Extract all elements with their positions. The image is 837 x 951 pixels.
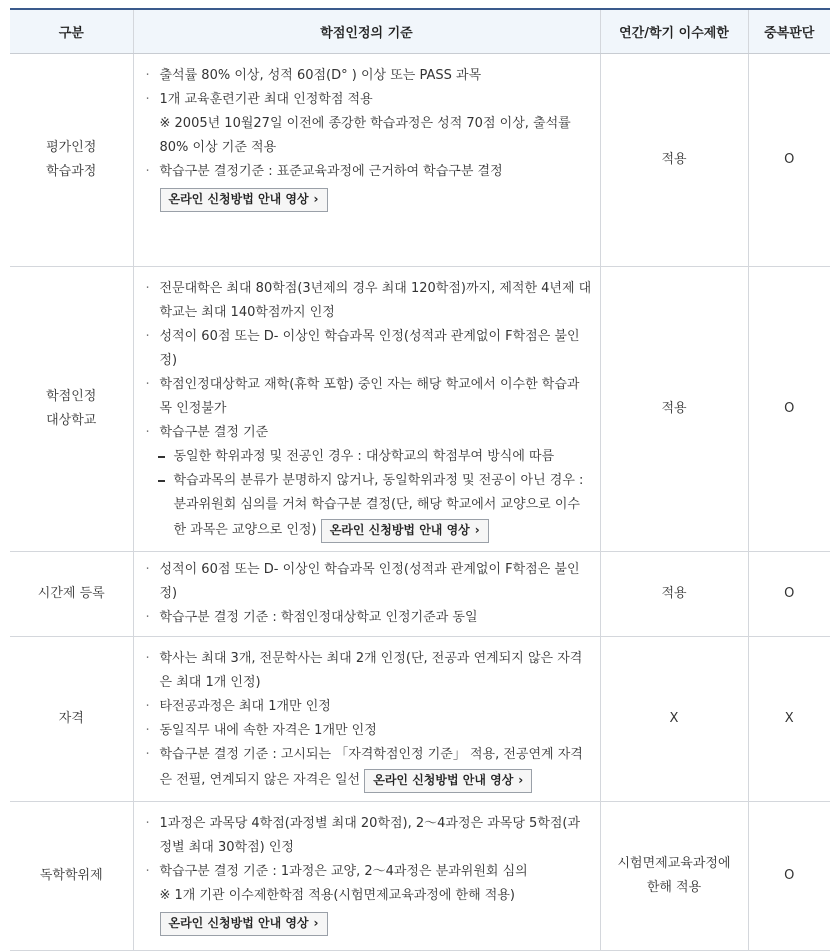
category-cell <box>10 637 133 802</box>
chevron-right-icon: › <box>313 916 319 930</box>
annual-limit-line: 한해 적용 <box>646 880 702 895</box>
bullet-icon: · <box>145 425 150 440</box>
bullet-icon: · <box>145 562 150 577</box>
table-row <box>10 54 830 267</box>
online-guide-video-button[interactable]: 온라인 신청방법 안내 영상 › <box>160 188 328 212</box>
dash-icon <box>158 480 165 482</box>
criteria-item: · 학습구분 결정 기준 : 1과정은 교양, 2～4과정은 분과위원회 심의 <box>144 860 592 884</box>
annual-limit-cell: 적용 <box>600 552 748 637</box>
annual-limit-cell <box>600 802 748 951</box>
table-row <box>10 637 830 802</box>
category-cell <box>10 802 133 951</box>
criteria-item: · 학습구분 결정 기준 <box>144 421 592 445</box>
criteria-item: · 출석률 80% 이상, 성적 60점(D° ) 이상 또는 PASS 과목 <box>144 64 592 88</box>
bullet-icon: · <box>145 92 150 107</box>
online-guide-video-button[interactable]: 온라인 신청방법 안내 영상 › <box>160 912 328 936</box>
table-row <box>10 552 830 637</box>
category-label-line: 평가인정 <box>46 140 97 155</box>
bullet-icon: · <box>145 747 150 762</box>
criteria-cell <box>133 552 600 637</box>
duplicate-check-cell: O <box>748 267 830 552</box>
bullet-icon: · <box>145 723 150 738</box>
criteria-note: ※ 1개 기관 이수제한학점 적용(시험면제교육과정에 한해 적용) <box>159 888 515 903</box>
annual-limit-line: 시험면제교육과정에 <box>617 856 731 871</box>
criteria-item: · 타전공과정은 최대 1개만 인정 <box>144 695 592 719</box>
criteria-cell <box>133 802 600 951</box>
annual-limit-cell: 적용 <box>600 54 748 267</box>
category-cell <box>10 552 133 637</box>
category-label-line: 학습과정 <box>46 164 97 179</box>
duplicate-check-cell: X <box>748 637 830 802</box>
category-label-line: 대상학교 <box>46 413 97 428</box>
category-label-line: 시간제 등록 <box>37 586 105 601</box>
header-duplicate-check: 중복판단 <box>748 9 830 54</box>
bullet-icon: · <box>145 699 150 714</box>
category-cell <box>10 267 133 552</box>
chevron-right-icon: › <box>474 523 480 537</box>
criteria-item: · 1개 교육훈련기관 최대 인정학점 적용 <box>144 88 592 112</box>
criteria-item: · 학사는 최대 3개, 전문학사는 최대 2개 인정(단, 전공과 연계되지 않은 자격은 최대 1개 인정) <box>144 647 592 695</box>
criteria-cell <box>133 267 600 552</box>
criteria-item: · 동일직무 내에 속한 자격은 1개만 인정 <box>144 719 592 743</box>
criteria-item: · 1과정은 과목당 4학점(과정별 최대 20학점), 2～4과정은 과목당 5학점(과정별 최대 30학점) 인정 <box>144 812 592 860</box>
bullet-icon: · <box>145 281 150 296</box>
criteria-subitem: 동일한 학위과정 및 전공인 경우 : 대상학교의 학점부여 방식에 따름 <box>144 445 592 469</box>
annual-limit-cell: X <box>600 637 748 802</box>
bullet-icon: · <box>145 164 150 179</box>
header-category: 구분 <box>10 9 133 54</box>
criteria-item: · 학습구분 결정기준 : 표준교육과정에 근거하여 학습구분 결정 <box>144 160 592 184</box>
criteria-item: · 학점인정대상학교 재학(휴학 포함) 중인 자는 해당 학교에서 이수한 학습과목 인정불가 <box>144 373 592 421</box>
criteria-item: · 학습구분 결정 기준 : 고시되는 「자격학점인정 기준」 적용, 전공연계 자격은 전필, 연계되지 않은 자격은 일선 온라인 신청방법 안내 영상 › <box>144 743 592 793</box>
criteria-item: · 성적이 60점 또는 D- 이상인 학습과목 인정(성적과 관계없이 F학점은 불인정) <box>144 558 592 606</box>
bullet-icon: · <box>145 329 150 344</box>
annual-limit-cell: 적용 <box>600 267 748 552</box>
criteria-item: · 성적이 60점 또는 D- 이상인 학습과목 인정(성적과 관계없이 F학점은 불인정) <box>144 325 592 373</box>
online-guide-video-button[interactable]: 온라인 신청방법 안내 영상 › <box>364 769 532 793</box>
table-row <box>10 802 830 951</box>
bullet-icon: · <box>145 610 150 625</box>
header-annual-limit: 연간/학기 이수제한 <box>600 9 748 54</box>
duplicate-check-cell: O <box>748 552 830 637</box>
header-criteria: 학점인정의 기준 <box>133 9 600 54</box>
bullet-icon: · <box>145 68 150 83</box>
chevron-right-icon: › <box>518 773 524 787</box>
credit-criteria-table <box>10 8 830 951</box>
duplicate-check-cell: O <box>748 54 830 267</box>
dash-icon <box>158 456 165 458</box>
table-header-row <box>10 9 830 54</box>
online-guide-video-button[interactable]: 온라인 신청방법 안내 영상 › <box>321 519 489 543</box>
table-row <box>10 267 830 552</box>
criteria-item: · 전문대학은 최대 80학점(3년제의 경우 최대 120학점)까지, 제적한 4년제 대학교는 최대 140학점까지 인정 <box>144 277 592 325</box>
chevron-right-icon: › <box>313 192 319 206</box>
criteria-note: ※ 2005년 10월27일 이전에 종강한 학습과정은 성적 70점 이상, 출석률 80% 이상 기준 적용 <box>159 116 571 155</box>
category-label-line: 학점인정 <box>46 389 97 404</box>
criteria-cell <box>133 637 600 802</box>
duplicate-check-cell: O <box>748 802 830 951</box>
bullet-icon: · <box>145 864 150 879</box>
criteria-subitem: 학습과목의 분류가 분명하지 않거나, 동일학위과정 및 전공이 아닌 경우 : 분과위원회 심의를 거쳐 학습구분 결정(단, 해당 학교에서 교양으로 이수한 과목은 교양으로 인정) 온라인 신청방법 안내 영상 › <box>144 469 592 543</box>
bullet-icon: · <box>145 651 150 666</box>
category-label-line: 독학학위제 <box>39 868 103 883</box>
bullet-icon: · <box>145 816 150 831</box>
bullet-icon: · <box>145 377 150 392</box>
criteria-item: · 학습구분 결정 기준 : 학점인정대상학교 인정기준과 동일 <box>144 606 592 630</box>
criteria-cell <box>133 54 600 267</box>
category-label-line: 자격 <box>58 711 84 726</box>
category-cell <box>10 54 133 267</box>
